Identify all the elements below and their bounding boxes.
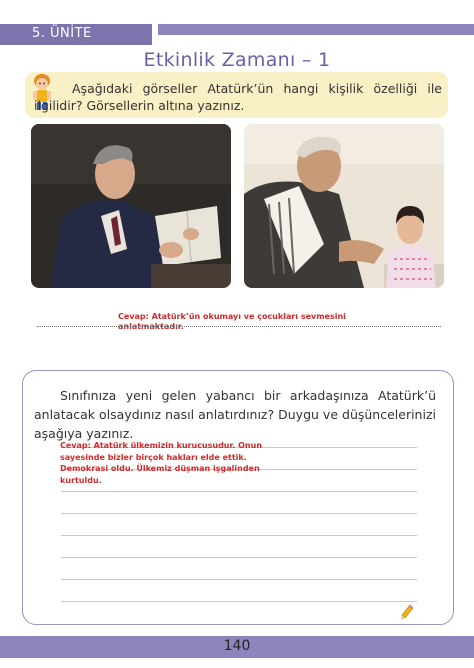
- writing-line: [61, 557, 417, 558]
- answer-1-dotted-line: [37, 326, 441, 327]
- writing-line: [61, 579, 417, 580]
- question-2-text: Sınıfınıza yeni gelen yabancı bir arkadaşınıza Atatürk’ü anlatacak olsaydınız nasıl anlatırdınız? Duygu ve düşüncelerinizi aşağıya yazınız.: [34, 388, 436, 441]
- page-number: 140: [223, 638, 251, 654]
- writing-line: [61, 535, 417, 536]
- answer-1-text: Cevap: Atatürk’ün okumayı ve çocukları sevmesini anlatmaktadır.: [118, 312, 346, 331]
- photo-ataturk-with-child: [244, 124, 444, 288]
- unit-label: 5. ÜNİTE: [32, 26, 92, 41]
- page-title: Etkinlik Zamanı – 1: [143, 49, 331, 71]
- header-stripe: [158, 24, 474, 35]
- pencil-icon: [400, 604, 414, 622]
- writing-line: [61, 513, 417, 514]
- writing-line: [61, 601, 417, 602]
- photo-ataturk-reading: [31, 124, 231, 288]
- writing-line: [61, 491, 417, 492]
- answer-2-text: Cevap: Atatürk ülkemizin kurucusudur. Onun sayesinde bizler birçok hakları elde ettik. Demokrasi oldu. Ülkemiz düşman işgalinden kurtuldu.: [60, 441, 263, 485]
- instruction-text: Aşağıdaki görseller Atatürk’ün hangi kişilik özelliği ile ilgilidir? Görsellerin altına yazınız.: [34, 81, 442, 113]
